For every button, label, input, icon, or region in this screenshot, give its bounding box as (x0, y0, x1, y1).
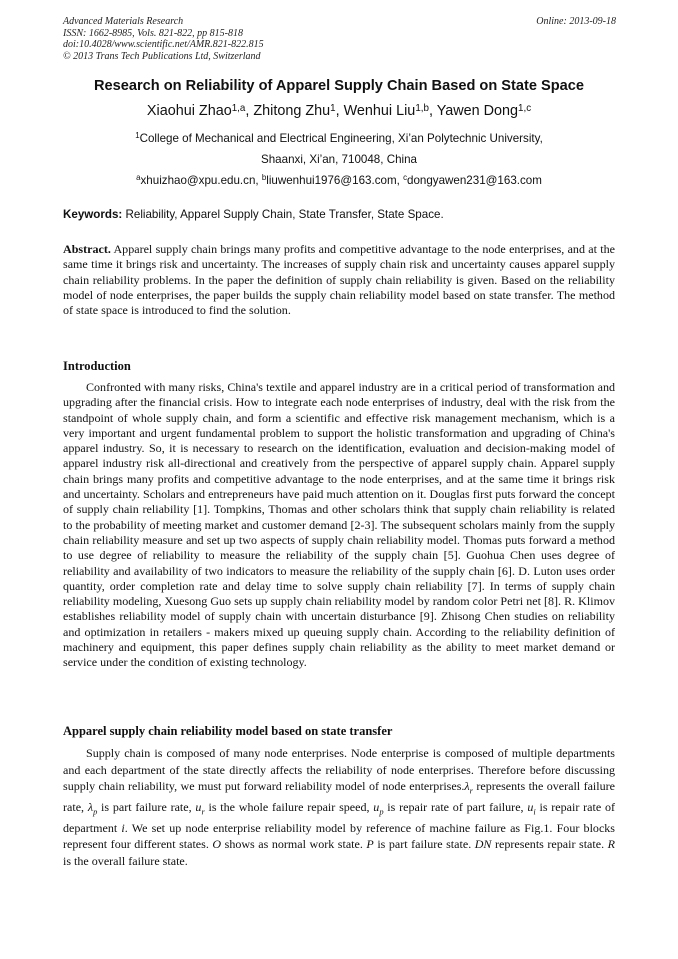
online-date: Online: 2013-09-18 (536, 16, 616, 27)
r-state-symbol: R (607, 837, 615, 852)
author-separator: , (335, 103, 344, 119)
o-state-symbol: O (212, 837, 222, 852)
abstract-text: Apparel supply chain brings many profits and competitive advantage to the node enterprises, and at the same time it brings risk and uncertainty. The increases of supply chain risk and uncertainty causes apparel supply chain reliability problems. In the paper the definition of supply chain reliability is given. Based on the reliability model of node enterprises, the paper builds the supply chain reliability model based on state transfer. The method of state space is introduced to find the solution. (63, 242, 615, 318)
section-text-part: represents the overall failure rate, (63, 779, 616, 814)
author-list (0, 103, 678, 119)
author-affiliation-mark: 1,a (231, 102, 246, 114)
email-mark: a (136, 173, 141, 183)
section-text (63, 745, 615, 869)
author-separator: , (245, 103, 254, 119)
section-text-part: is repair rate of department (63, 799, 615, 835)
doi-line: doi:10.4028/www.scientific.net/AMR.821-822.815 (63, 39, 264, 50)
author-name: Zhitong Zhu (253, 103, 331, 119)
keywords (63, 208, 444, 221)
email-address[interactable]: xhuizhao@xpu.edu.cn, (140, 174, 262, 187)
email-mark: b (261, 173, 267, 183)
author-name: Wenhui Liu (343, 103, 416, 119)
email-address[interactable]: dongyawen231@163.com (407, 174, 542, 187)
u-r-symbol: $u_r$ (195, 799, 205, 817)
author-name: Xiaohui Zhao (146, 103, 232, 119)
introduction-heading: Introduction (63, 359, 131, 373)
paper-title: Research on Reliability of Apparel Supply Chain Based on State Space (93, 78, 585, 94)
section-text-part: is the overall failure state. (63, 853, 188, 868)
section-text-intro: Supply chain is composed of many node enterprises. Node enterprise is composed of multiple departments and each department of the state directly affects the reliability of node enterprises. Therefore before discussing supply chain reliability, we must put forward reliability model of node enterprises. (63, 746, 615, 793)
section-text-part: is part failure state. (373, 837, 475, 852)
author-affiliation-mark: 1,c (518, 102, 532, 114)
copyright-line: © 2013 Trans Tech Publications Ltd, Switzerland (63, 50, 261, 62)
section-text-part: is the whole failure repair speed, (204, 799, 374, 814)
u-i-symbol: $u_i$ (527, 799, 536, 817)
abstract-label: Abstract. (63, 242, 111, 256)
section-text-part: . We set up node enterprise reliability model by reference of machine failure as Fig.1. Four blocks represent four different states. (63, 820, 615, 852)
section-text-part: is repair rate of part failure, (383, 799, 528, 814)
affiliation-mark: 1 (135, 131, 140, 141)
affiliation-line-1 (0, 132, 678, 145)
issn-line: ISSN: 1662-8985, Vols. 821-822, pp 815-818 (63, 27, 243, 39)
lambda-r-symbol: $\lambda_r$ (464, 779, 473, 796)
lambda-p-symbol: $\lambda_p$ (87, 799, 98, 817)
keywords-label: Keywords: (63, 208, 123, 221)
journal-name: Advanced Materials Research (63, 16, 184, 27)
introduction-text: Confronted with many risks, China's textile and apparel industry are in a critical period of transformation and upgrading after the financial crisis. How to integrate each node enterprises of industry, deal with the risk from the standpoint of whole supply chain, and form a scientific and effective risk management mechanism, which is a very important and urgent fundamental problem to support the holistic transformation and upgrading of China's apparel industry. So, it is necessary to research on the identification, evaluation and decision-making model of apparel industry risk all-directional and creatively from the perspective of apparel supply chain. Apparel supply chain brings many profits and competitive advantage to the node enterprises, and at the same time it brings risk and uncertainty. Scholars and entrepreneurs have paid much attention on it. Douglas first puts forward the concept of supply chain reliability [1]. Tompkins, Thomas and other scholars think that supply chain reliability is related to the probability of meeting market and customer demand [2-3]. The subsequent scholars mainly from the supply chain reliability measure and set up two aspects of supply chain reliability model. Thomas puts forward a method to use degree of reliability to measure the reliability of the supply chain [5]. Guohua Chen uses degree of reliability and availability of two indicators to measure the reliability of the supply chain [6]. D. Luton uses order quantity, order completion rate and delay time to solve supply chain reliability [7]. In terms of supply chain reliability modeling, Xuesong Guo sets up supply chain reliability model by random color Petri net [8]. R. Klimov establishes reliability model of supply chain with uncertain disturbance [9]. Zhisong Chen studies on reliability and optimization in retailers - makers mixed up queuing supply chain. According to the reliability definition of machinery and equipment, this paper defines supply chain reliability as the ability to meet market demand or service under the condition of existing technology. (63, 380, 615, 670)
affiliation-line-2: Shaanxi, Xi’an, 710048, China (261, 153, 417, 166)
keywords-text: Reliability, Apparel Supply Chain, State Transfer, State Space. (125, 208, 444, 221)
section-text-part: shows as normal work state. (221, 837, 367, 852)
email-line (0, 174, 678, 187)
section-heading: Apparel supply chain reliability model based on state transfer (63, 724, 393, 738)
p-state-symbol: P (366, 837, 374, 852)
author-name: Yawen Dong (436, 103, 519, 119)
u-p-symbol: $u_p$ (373, 799, 384, 817)
dn-state-symbol: DN (474, 837, 492, 852)
i-symbol: i (121, 820, 125, 835)
email-mark: c (403, 173, 407, 183)
author-affiliation-mark: 1,b (415, 102, 429, 114)
author-separator: , (428, 103, 437, 119)
affiliation-text: College of Mechanical and Electrical Engineering, Xi’an Polytechnic University, (139, 132, 543, 145)
author-affiliation-mark: 1 (330, 102, 336, 114)
section-text-part: is part failure rate, (97, 799, 196, 814)
abstract (63, 242, 615, 318)
journal-header (63, 16, 264, 62)
section-text-part: represents repair state. (491, 837, 608, 852)
email-address[interactable]: liuwenhui1976@163.com, (266, 174, 404, 187)
